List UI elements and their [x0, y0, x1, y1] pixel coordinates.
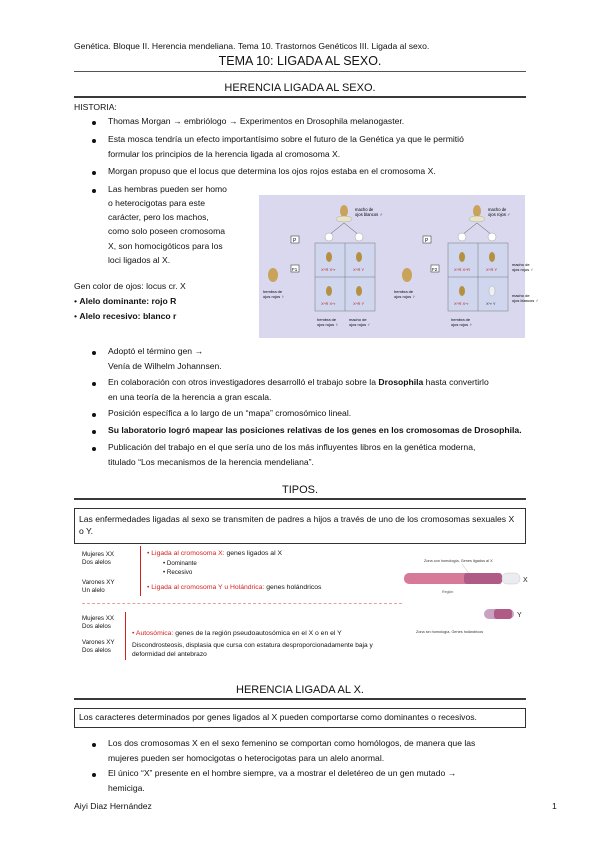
bullet-text: Publicación del trabajo en el que sería uno de los más influyentes libros en la genética moderna,	[108, 442, 476, 452]
alelo-recesivo: • Alelo recesivo: blanco r	[74, 311, 177, 321]
bullet-text: formular los principios de la herencia ligada al cromosoma X.	[108, 149, 341, 159]
red-divider	[140, 546, 141, 596]
fly-male-icon	[473, 205, 481, 217]
bullet-text: Morgan propuso que el locus que determina los ojos rojos estaba en el cromosoma X.	[108, 166, 436, 176]
chromosome-figure	[402, 553, 532, 637]
alelo-recesivo-value: blanco r	[142, 311, 177, 321]
fly-female-icon	[268, 268, 278, 282]
fly-icon	[356, 286, 362, 296]
bullet-dot	[92, 743, 96, 747]
bullet-dot	[92, 773, 96, 777]
side-bottom-label-2: ojos blancos ♂	[512, 298, 539, 303]
bullet-text: en una teoría de la herencia a gran escala.	[108, 392, 272, 402]
historia-label: HISTORIA:	[74, 102, 117, 112]
right-cross	[394, 205, 538, 327]
bullet-text: loci ligados al X.	[108, 255, 171, 265]
female-label: hembra de	[263, 289, 283, 294]
chrom-x-label: X	[523, 577, 528, 584]
genotype-cell: X^R Y	[486, 267, 498, 272]
footer-author: Aiyi Diaz Hernández	[74, 801, 152, 811]
gamete-circle	[458, 233, 466, 241]
bullet-text: Esta mosca tendría un efecto importantísimo sobre el futuro de la Genética ya que le permitió	[108, 134, 464, 144]
top-male-label: macho de	[355, 207, 374, 212]
bullet-dot	[92, 139, 96, 143]
gamete-circle	[325, 233, 333, 241]
chrom-top-label: Zona con homología, Genes ligados al X	[424, 559, 493, 563]
fly-icon	[326, 286, 332, 296]
mujeres-xx-label: Mujeres XX	[82, 551, 114, 558]
centromere-label: Región	[442, 590, 454, 594]
bullet-text-part: hasta convertirlo	[423, 377, 489, 387]
bullet-dot	[92, 413, 96, 417]
varones-xy-label-2: Varones XY	[82, 639, 115, 646]
ligada-x-rest: genes ligados al X	[224, 550, 283, 557]
alelo-dominante-value: rojo R	[151, 296, 177, 306]
genotype-cell: X^r Y	[486, 301, 496, 306]
dos-alelos-label: Dos alelos	[82, 559, 111, 566]
f1-label: F1	[292, 267, 298, 272]
alelo-recesivo-label: Alelo recesivo:	[79, 311, 143, 321]
chrom-y-label: Y	[517, 612, 522, 619]
ligada-x-red: Ligada al cromosoma X:	[151, 550, 225, 557]
genotype-cell: X^R X^r	[321, 301, 336, 306]
alelo-dominante-label: Alelo dominante:	[79, 296, 152, 306]
bullet-text	[108, 376, 489, 389]
fly-icon	[459, 286, 465, 296]
bullet-text: Thomas Morgan → embriólogo → Experimentos en Drosophila melanogaster.	[108, 116, 405, 126]
bullet-text: carácter, pero los machos,	[108, 212, 209, 222]
fly-icon	[459, 252, 465, 262]
autosomica-line	[132, 629, 342, 638]
bullet-text: mujeres pueden ser homocigotas o heterocigotas para un alelo anormal.	[108, 753, 385, 763]
recesivo-label: Recesivo	[166, 569, 193, 576]
bullet-text: como solo poseen cromosoma	[108, 226, 226, 236]
page-number: 1	[552, 801, 557, 811]
left-cross	[263, 205, 383, 327]
bottom-left-label: hembra de	[317, 317, 337, 322]
drosophila-bold: Drosophila	[378, 377, 424, 387]
side-bottom-label: macho de	[512, 293, 530, 298]
gamete-circle	[355, 233, 363, 241]
bullet-text-part: En colaboración con otros investigadores desarrolló el trabajo sobre la	[108, 377, 379, 387]
section-heading-herencia-ligada-sexo: HERENCIA LIGADA AL SEXO.	[74, 82, 526, 98]
ligada-y-red: Ligada al cromosoma Y u Holándrica:	[151, 584, 265, 591]
bullet-dot	[92, 189, 96, 193]
dashed-divider	[82, 603, 402, 604]
ligada-x-line	[147, 549, 282, 558]
cross-diagram	[259, 195, 539, 338]
white-eyed-fly-icon	[489, 286, 495, 296]
fly-wings-icon	[336, 216, 352, 222]
recesivo-item: • Recesivo	[163, 569, 193, 576]
bottom-left-label-2: ojos rojos ♀	[317, 322, 339, 327]
tipos-intro-box: Las enfermedades ligadas al sexo se transmiten de padres a hijos a través de uno de los cromosomas sexuales X o Y.	[74, 508, 526, 544]
bottom-right-label: macho de	[349, 317, 367, 322]
bullet-text-bold: Su laboratorio logró mapear las posiciones relativas de los genes en los cromosomas de Drosophila.	[108, 425, 522, 435]
bullet-text: Venía de Wilhelm Johannsen.	[108, 361, 222, 371]
bullet-dot	[92, 121, 96, 125]
ligada-y-line	[147, 583, 321, 592]
genotype-cell: X^R X^R	[454, 267, 470, 272]
dominante-label: Dominante	[166, 560, 197, 567]
female-label-2: ojos rojos ♀	[263, 294, 285, 299]
cross-line	[477, 223, 492, 235]
fly-female-icon	[402, 268, 412, 282]
autosomica-rest: genes de la región pseudoautosómica en el X o en el Y	[173, 630, 342, 637]
p-label: P	[293, 238, 297, 244]
bullet-dot	[92, 351, 96, 355]
gen-color-text: Gen color de ojos: locus cr. X	[74, 281, 186, 291]
f2-label: F2	[432, 267, 438, 272]
bullet-text: o heterocigotas para este	[108, 198, 205, 208]
bottom-right-label-2: ojos rojos ♂	[349, 322, 371, 327]
female-label-2: ojos rojos ♀	[394, 294, 416, 299]
title-divider	[74, 71, 526, 72]
bullet-dot	[92, 447, 96, 451]
bottom-left-label-2: ojos rojos ♀	[451, 322, 473, 327]
x-homology-zone	[464, 573, 502, 584]
bullet-marker: •	[132, 630, 136, 637]
bullet-dot	[92, 430, 96, 434]
bullet-text: Posición específica a lo largo de un “mapa” cromosómico lineal.	[108, 408, 352, 418]
cross-line	[344, 223, 359, 235]
side-top-label-2: ojos rojos ♂	[512, 267, 534, 272]
section-heading-herencia-ligada-x: HERENCIA LIGADA AL X.	[74, 684, 526, 700]
fly-icon	[489, 252, 495, 262]
cross-line	[329, 223, 344, 235]
genotype-cell: X^R X^r	[454, 301, 469, 306]
bullet-marker: •	[147, 584, 152, 591]
female-label: hembra de	[394, 289, 414, 294]
bottom-left-label: hembra de	[451, 317, 471, 322]
bullet-text: titulado “Los mecanismos de la herencia mendeliana”.	[108, 457, 314, 467]
dominante-item: • Dominante	[163, 560, 197, 567]
bullet-text: X, son homocigóticos para los	[108, 241, 223, 251]
chromosome-svg	[402, 553, 532, 637]
cross-line	[462, 223, 477, 235]
ligada-x-intro-box: Los caracteres determinados por genes ligados al X pueden comportarse como dominantes o recesivos.	[74, 708, 526, 728]
section-heading-tipos: TIPOS.	[74, 484, 526, 500]
mujeres-xx-label-2: Mujeres XX	[82, 615, 114, 622]
fly-wings-icon	[469, 216, 485, 222]
fly-icon	[326, 252, 332, 262]
running-header: Genética. Bloque II. Herencia mendeliana. Tema 10. Trastornos Genéticos III. Ligada al sexo.	[74, 41, 430, 51]
top-male-label: macho de	[488, 207, 507, 212]
genotype-cell: X^R X^r	[321, 267, 336, 272]
page-title: TEMA 10: LIGADA AL SEXO.	[218, 54, 382, 68]
discondrosteosis-text: Discondrosteosis, displasia que cursa con estatura desproporcionadamente baja y deformidad del antebrazo	[132, 642, 373, 658]
bullet-text: Las hembras pueden ser homo	[108, 184, 227, 194]
bullet-text: Adoptó el término gen →	[108, 346, 204, 356]
fly-icon	[356, 252, 362, 262]
y-homology-zone	[494, 609, 512, 619]
genotype-cell: X^R Y	[353, 301, 365, 306]
top-male-label-2: ojos rojos ♂	[488, 212, 511, 217]
red-divider	[125, 612, 126, 660]
bullet-marker: •	[147, 550, 152, 557]
fly-male-icon	[340, 205, 348, 217]
morgan-cross-figure	[259, 195, 539, 338]
dos-alelos-label-2: Dos alelos	[82, 623, 111, 630]
dos-alelos-label-3: Dos alelos	[82, 647, 111, 654]
chrom-bottom-label: Zona sin homología, Genes holándricos	[416, 630, 484, 634]
autosomica-red: Autosómica:	[135, 630, 174, 637]
ligada-y-rest: genes holándricos	[264, 584, 322, 591]
varones-xy-label: Varones XY	[82, 579, 115, 586]
alelo-dominante: • Alelo dominante: rojo R	[74, 296, 177, 306]
side-top-label: macho de	[512, 262, 530, 267]
bullet-text: hemiciga.	[108, 783, 145, 793]
top-male-label-2: ojos blancos ♂	[355, 212, 383, 217]
genotype-cell: X^R Y	[353, 267, 365, 272]
p-label: P	[425, 238, 429, 244]
bullet-dot	[92, 171, 96, 175]
un-alelo-label: Un alelo	[82, 587, 105, 594]
bullet-text: Los dos cromosomas X en el sexo femenino se comportan como homólogos, de manera que las	[108, 738, 476, 748]
gamete-circle	[488, 233, 496, 241]
x-tip	[502, 573, 520, 584]
bullet-text: El único “X” presente en el hombre siempre, va a mostrar el deletéreo de un gen mutado →	[108, 768, 457, 778]
bullet-dot	[92, 382, 96, 386]
